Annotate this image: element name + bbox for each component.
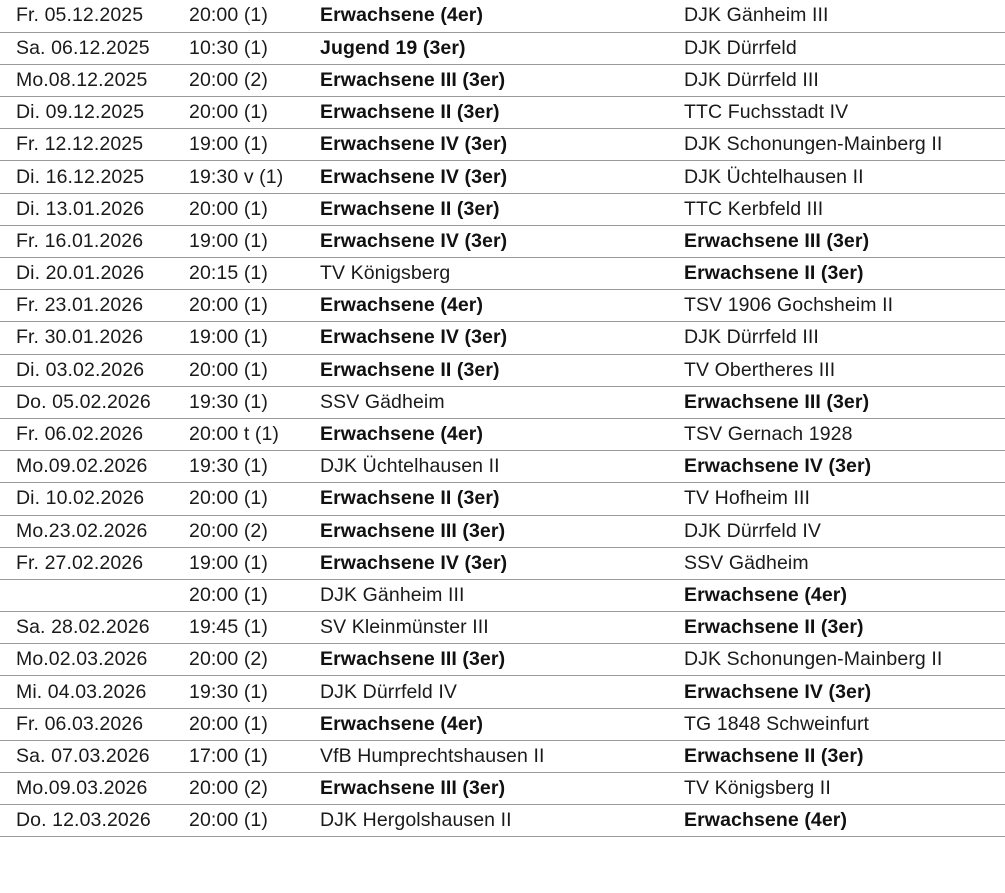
table-row <box>0 708 1005 740</box>
home-team-cell: Erwachsene IV (3er) <box>320 322 684 354</box>
match-time-cell: 19:30 (1) <box>186 386 320 418</box>
away-team-cell: DJK Dürrfeld <box>684 32 1005 64</box>
match-time-cell: 19:30 (1) <box>186 676 320 708</box>
match-date-cell: Di. 20.01.2026 <box>0 258 186 290</box>
away-team-cell: TTC Kerbfeld III <box>684 193 1005 225</box>
home-team-cell: TV Königsberg <box>320 258 684 290</box>
home-team-cell: Erwachsene IV (3er) <box>320 225 684 257</box>
away-team-cell: Erwachsene (4er) <box>684 579 1005 611</box>
match-date-cell: Fr. 27.02.2026 <box>0 547 186 579</box>
match-date-cell: Di. 03.02.2026 <box>0 354 186 386</box>
home-team-cell: Erwachsene (4er) <box>320 708 684 740</box>
home-team-cell: Erwachsene III (3er) <box>320 64 684 96</box>
match-date-cell: Fr. 30.01.2026 <box>0 322 186 354</box>
match-date-cell: Fr. 16.01.2026 <box>0 225 186 257</box>
home-team-cell: Erwachsene III (3er) <box>320 644 684 676</box>
match-time-cell: 19:00 (1) <box>186 225 320 257</box>
home-team-cell: DJK Hergolshausen II <box>320 805 684 837</box>
match-time-cell: 19:00 (1) <box>186 129 320 161</box>
home-team-cell: DJK Dürrfeld IV <box>320 676 684 708</box>
table-row <box>0 515 1005 547</box>
match-time-cell: 20:00 (1) <box>186 805 320 837</box>
table-row <box>0 290 1005 322</box>
home-team-cell: Erwachsene IV (3er) <box>320 161 684 193</box>
home-team-cell: VfB Humprechtshausen II <box>320 740 684 772</box>
home-team-cell: Erwachsene (4er) <box>320 290 684 322</box>
home-team-cell: SSV Gädheim <box>320 386 684 418</box>
match-date-cell: Di. 13.01.2026 <box>0 193 186 225</box>
away-team-cell: DJK Üchtelhausen II <box>684 161 1005 193</box>
away-team-cell: Erwachsene II (3er) <box>684 612 1005 644</box>
match-time-cell: 20:00 (1) <box>186 290 320 322</box>
away-team-cell: DJK Gänheim III <box>684 0 1005 32</box>
match-date-cell <box>0 579 186 611</box>
table-row <box>0 64 1005 96</box>
match-time-cell: 19:00 (1) <box>186 322 320 354</box>
match-time-cell: 20:00 (2) <box>186 644 320 676</box>
table-row <box>0 740 1005 772</box>
table-row <box>0 579 1005 611</box>
match-time-cell: 17:00 (1) <box>186 740 320 772</box>
table-row <box>0 773 1005 805</box>
table-row <box>0 386 1005 418</box>
away-team-cell: DJK Schonungen-Mainberg II <box>684 129 1005 161</box>
away-team-cell: Erwachsene II (3er) <box>684 740 1005 772</box>
table-row <box>0 97 1005 129</box>
table-row <box>0 805 1005 837</box>
match-date-cell: Di. 09.12.2025 <box>0 97 186 129</box>
match-time-cell: 20:00 (2) <box>186 515 320 547</box>
match-time-cell: 10:30 (1) <box>186 32 320 64</box>
home-team-cell: Erwachsene (4er) <box>320 418 684 450</box>
table-row <box>0 676 1005 708</box>
table-row <box>0 129 1005 161</box>
away-team-cell: DJK Schonungen-Mainberg II <box>684 644 1005 676</box>
match-date-cell: Mo.02.03.2026 <box>0 644 186 676</box>
away-team-cell: TG 1848 Schweinfurt <box>684 708 1005 740</box>
match-date-cell: Di. 10.02.2026 <box>0 483 186 515</box>
away-team-cell: Erwachsene III (3er) <box>684 386 1005 418</box>
home-team-cell: DJK Gänheim III <box>320 579 684 611</box>
away-team-cell: TSV 1906 Gochsheim II <box>684 290 1005 322</box>
table-row <box>0 418 1005 450</box>
home-team-cell: Erwachsene II (3er) <box>320 354 684 386</box>
table-row <box>0 322 1005 354</box>
match-time-cell: 20:00 (1) <box>186 708 320 740</box>
away-team-cell: DJK Dürrfeld III <box>684 64 1005 96</box>
home-team-cell: Erwachsene IV (3er) <box>320 129 684 161</box>
match-time-cell: 19:45 (1) <box>186 612 320 644</box>
table-row <box>0 483 1005 515</box>
away-team-cell: TSV Gernach 1928 <box>684 418 1005 450</box>
match-time-cell: 20:00 (1) <box>186 579 320 611</box>
match-time-cell: 20:00 (1) <box>186 97 320 129</box>
table-row <box>0 612 1005 644</box>
table-row <box>0 547 1005 579</box>
match-time-cell: 20:00 (2) <box>186 773 320 805</box>
away-team-cell: Erwachsene II (3er) <box>684 258 1005 290</box>
match-time-cell: 19:00 (1) <box>186 547 320 579</box>
home-team-cell: SV Kleinmünster III <box>320 612 684 644</box>
match-date-cell: Di. 16.12.2025 <box>0 161 186 193</box>
table-row <box>0 225 1005 257</box>
table-row <box>0 193 1005 225</box>
match-date-cell: Fr. 12.12.2025 <box>0 129 186 161</box>
match-date-cell: Sa. 06.12.2025 <box>0 32 186 64</box>
home-team-cell: Erwachsene (4er) <box>320 0 684 32</box>
table-row <box>0 451 1005 483</box>
match-time-cell: 20:00 t (1) <box>186 418 320 450</box>
away-team-cell: DJK Dürrfeld IV <box>684 515 1005 547</box>
match-time-cell: 20:00 (1) <box>186 483 320 515</box>
home-team-cell: Erwachsene II (3er) <box>320 483 684 515</box>
home-team-cell: Erwachsene III (3er) <box>320 515 684 547</box>
away-team-cell: TTC Fuchsstadt IV <box>684 97 1005 129</box>
table-row <box>0 644 1005 676</box>
away-team-cell: DJK Dürrfeld III <box>684 322 1005 354</box>
match-time-cell: 19:30 v (1) <box>186 161 320 193</box>
away-team-cell: SSV Gädheim <box>684 547 1005 579</box>
table-row <box>0 0 1005 32</box>
match-time-cell: 20:00 (1) <box>186 0 320 32</box>
match-time-cell: 20:00 (2) <box>186 64 320 96</box>
match-date-cell: Fr. 06.03.2026 <box>0 708 186 740</box>
match-date-cell: Sa. 28.02.2026 <box>0 612 186 644</box>
match-time-cell: 20:00 (1) <box>186 193 320 225</box>
match-date-cell: Mo.08.12.2025 <box>0 64 186 96</box>
match-time-cell: 19:30 (1) <box>186 451 320 483</box>
home-team-cell: DJK Üchtelhausen II <box>320 451 684 483</box>
match-date-cell: Mi. 04.03.2026 <box>0 676 186 708</box>
match-date-cell: Mo.23.02.2026 <box>0 515 186 547</box>
match-date-cell: Fr. 05.12.2025 <box>0 0 186 32</box>
home-team-cell: Erwachsene II (3er) <box>320 97 684 129</box>
match-date-cell: Fr. 23.01.2026 <box>0 290 186 322</box>
home-team-cell: Erwachsene II (3er) <box>320 193 684 225</box>
match-time-cell: 20:15 (1) <box>186 258 320 290</box>
home-team-cell: Erwachsene IV (3er) <box>320 547 684 579</box>
away-team-cell: Erwachsene (4er) <box>684 805 1005 837</box>
table-row <box>0 354 1005 386</box>
table-row <box>0 32 1005 64</box>
away-team-cell: Erwachsene IV (3er) <box>684 676 1005 708</box>
away-team-cell: TV Hofheim III <box>684 483 1005 515</box>
match-date-cell: Fr. 06.02.2026 <box>0 418 186 450</box>
match-date-cell: Mo.09.02.2026 <box>0 451 186 483</box>
home-team-cell: Erwachsene III (3er) <box>320 773 684 805</box>
away-team-cell: TV Königsberg II <box>684 773 1005 805</box>
home-team-cell: Jugend 19 (3er) <box>320 32 684 64</box>
away-team-cell: TV Obertheres III <box>684 354 1005 386</box>
away-team-cell: Erwachsene III (3er) <box>684 225 1005 257</box>
match-time-cell: 20:00 (1) <box>186 354 320 386</box>
match-date-cell: Mo.09.03.2026 <box>0 773 186 805</box>
match-date-cell: Sa. 07.03.2026 <box>0 740 186 772</box>
match-date-cell: Do. 12.03.2026 <box>0 805 186 837</box>
table-row <box>0 258 1005 290</box>
away-team-cell: Erwachsene IV (3er) <box>684 451 1005 483</box>
match-date-cell: Do. 05.02.2026 <box>0 386 186 418</box>
table-row <box>0 161 1005 193</box>
